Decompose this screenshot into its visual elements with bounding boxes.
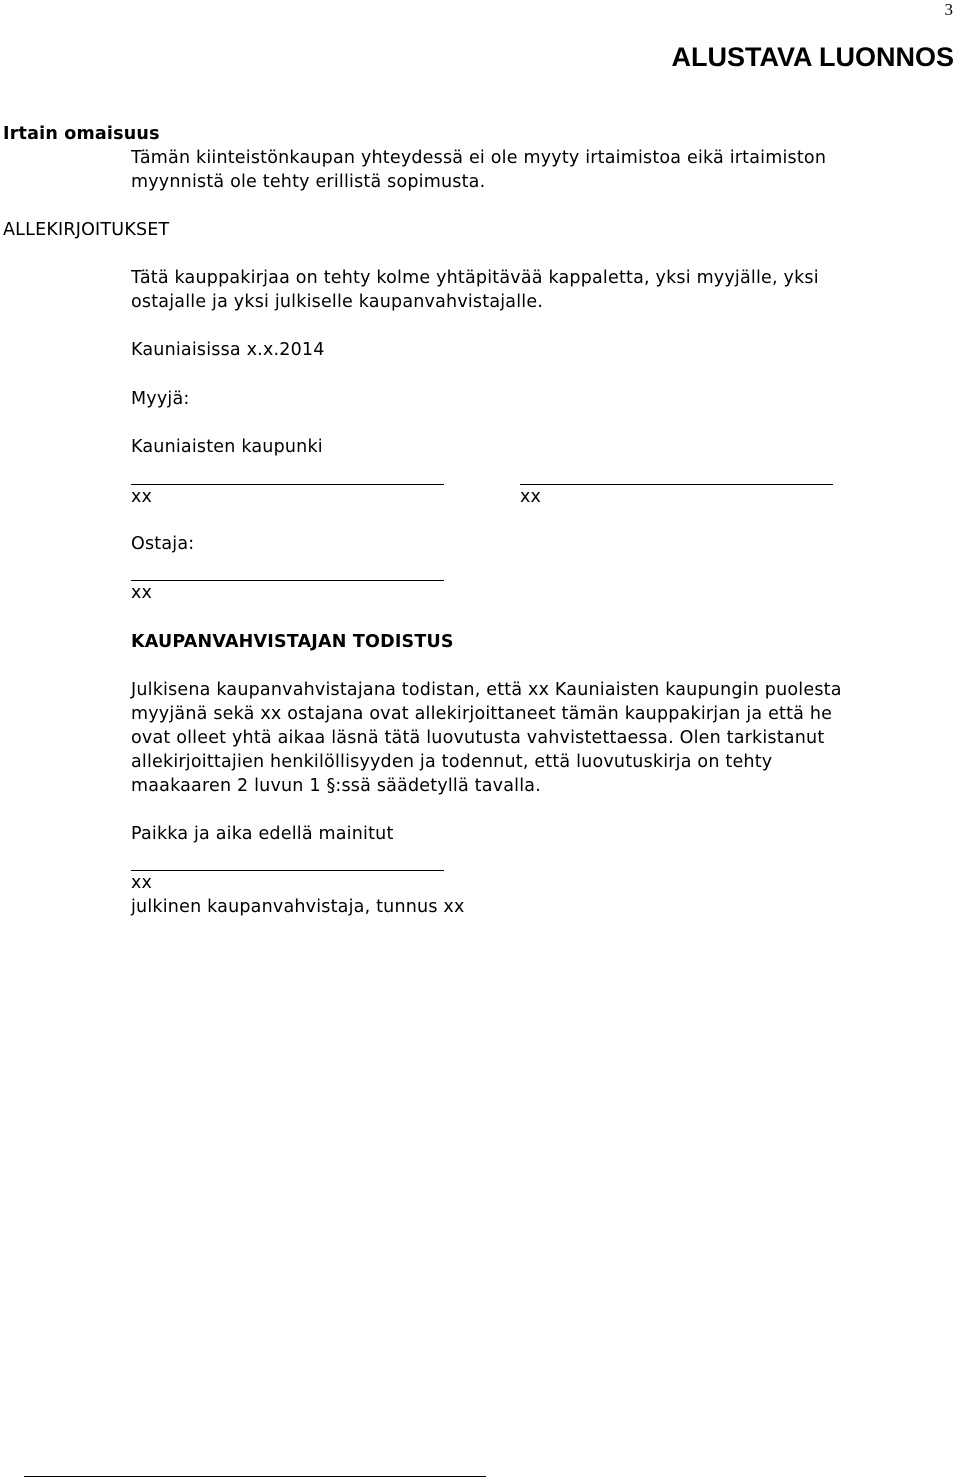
seller-signer-2: xx bbox=[520, 487, 542, 507]
certificate-line-2: myyjänä sekä xx ostajana ovat allekirjoittaneet tämän kauppakirjan ja että he bbox=[131, 704, 833, 724]
movable-property-heading: Irtain omaisuus bbox=[3, 124, 160, 144]
page-number: 3 bbox=[944, 0, 953, 19]
buyer-signature-line bbox=[131, 580, 444, 581]
signatures-line-1: Tätä kauppakirjaa on tehty kolme yhtäpitävää kappaletta, yksi myyjälle, yksi bbox=[131, 268, 819, 288]
place-date: Kauniaisissa x.x.2014 bbox=[131, 340, 325, 360]
seller-signer-1: xx bbox=[131, 487, 153, 507]
place-time: Paikka ja aika edellä mainitut bbox=[131, 824, 394, 844]
seller-signature-line-2 bbox=[520, 484, 833, 485]
buyer-label: Ostaja: bbox=[131, 534, 195, 554]
signatures-heading: ALLEKIRJOITUKSET bbox=[3, 220, 170, 240]
signatures-line-2: ostajalle ja yksi julkiselle kaupanvahvistajalle. bbox=[131, 292, 544, 312]
notary-signature-line bbox=[131, 870, 444, 871]
notary-title: julkinen kaupanvahvistaja, tunnus xx bbox=[131, 897, 465, 917]
certificate-heading: KAUPANVAHVISTAJAN TODISTUS bbox=[131, 632, 454, 652]
certificate-line-3: ovat olleet yhtä aikaa läsnä tätä luovutusta vahvistettaessa. Olen tarkistanut bbox=[131, 728, 825, 748]
certificate-line-5: maakaaren 2 luvun 1 §:ssä säädetyllä tavalla. bbox=[131, 776, 541, 796]
seller-signature-line-1 bbox=[131, 484, 444, 485]
certificate-line-4: allekirjoittajien henkilöllisyyden ja todennut, että luovutuskirja on tehty bbox=[131, 752, 773, 772]
buyer-signer: xx bbox=[131, 583, 153, 603]
draft-label: ALUSTAVA LUONNOS bbox=[671, 42, 954, 72]
notary-signer: xx bbox=[131, 873, 153, 893]
certificate-line-1: Julkisena kaupanvahvistajana todistan, että xx Kauniaisten kaupungin puolesta bbox=[131, 680, 842, 700]
movable-property-line-2: myynnistä ole tehty erillistä sopimusta. bbox=[131, 172, 486, 192]
footer-rule bbox=[24, 1476, 486, 1477]
seller-label: Myyjä: bbox=[131, 389, 190, 409]
movable-property-line-1: Tämän kiinteistönkaupan yhteydessä ei ole myyty irtaimistoa eikä irtaimiston bbox=[131, 148, 827, 168]
seller-name: Kauniaisten kaupunki bbox=[131, 437, 323, 457]
